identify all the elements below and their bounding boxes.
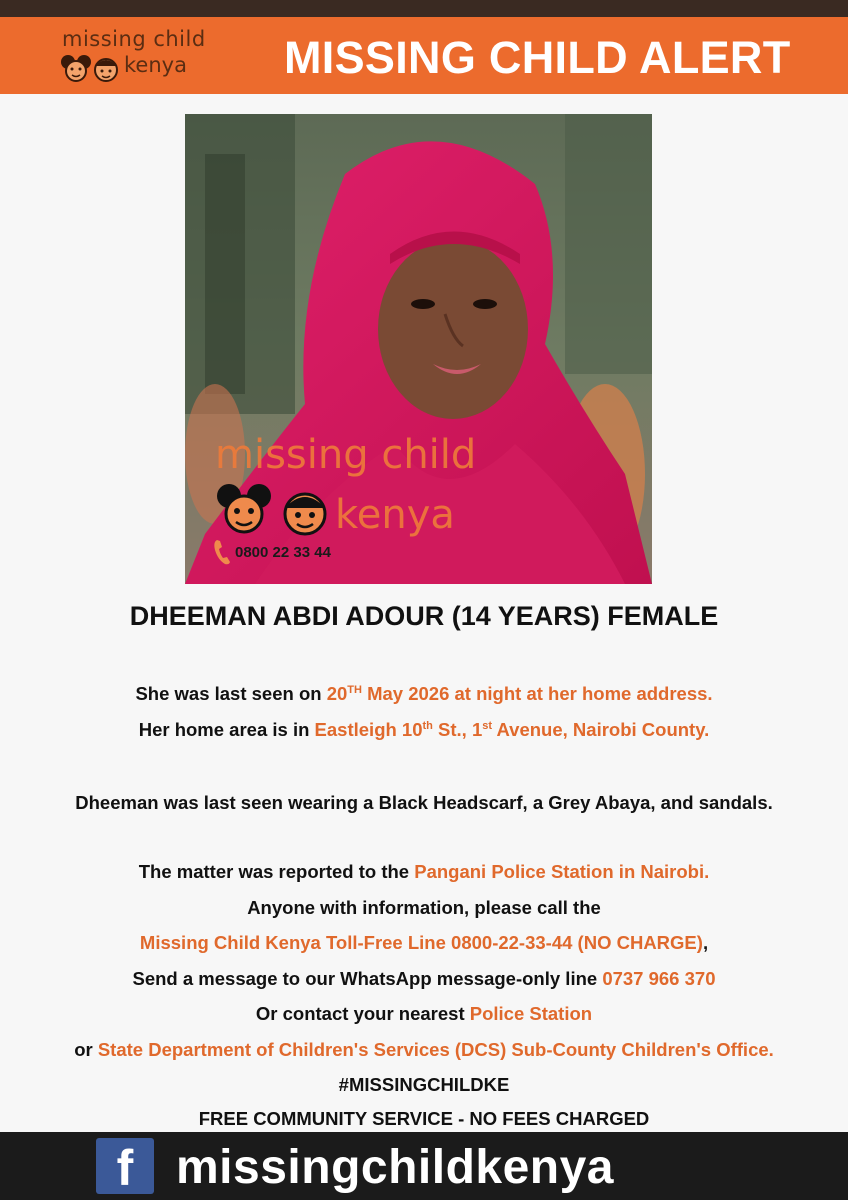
dcs-office-line: or State Department of Children's Services (DCS) Sub-County Children's Office. — [74, 1039, 774, 1060]
whatsapp-number[interactable]: 0737 966 370 — [602, 968, 716, 989]
last-seen-line: She was last seen on 20TH May 2026 at night at her home address. — [135, 683, 713, 704]
call-prompt-line: Anyone with information, please call the — [247, 897, 601, 918]
watermark-faces-icon — [215, 482, 335, 542]
footer-social-bar — [0, 1132, 848, 1200]
watermark-phone-number: 0800 22 33 44 — [235, 544, 331, 561]
watermark-text-line2: kenya — [335, 492, 455, 538]
home-area-line: Her home area is in Eastleigh 10th St., 1st Avenue, Nairobi County. — [138, 719, 710, 740]
hashtag: #MISSINGCHILDKE — [338, 1074, 510, 1095]
whatsapp-line: Send a message to our WhatsApp message-only line 0737 966 370 — [132, 968, 716, 989]
child-photo — [185, 114, 652, 584]
tollfree-line: Missing Child Kenya Toll-Free Line 0800-22-33-44 (NO CHARGE), — [139, 932, 709, 953]
header-banner — [0, 17, 848, 94]
phone-icon — [213, 538, 233, 566]
children-faces-icon — [60, 53, 124, 83]
contact-police-line: Or contact your nearest Police Station — [255, 1003, 593, 1024]
reported-line: The matter was reported to the Pangani Police Station in Nairobi. — [138, 861, 710, 882]
tollfree-number[interactable]: Missing Child Kenya Toll-Free Line 0800-22-33-44 (NO CHARGE) — [139, 932, 703, 953]
alert-title: MISSING CHILD ALERT — [284, 32, 791, 83]
free-service-notice: FREE COMMUNITY SERVICE - NO FEES CHARGED — [198, 1108, 650, 1129]
facebook-handle[interactable]: missingchildkenya — [176, 1141, 614, 1194]
watermark-text-line1: missing child — [215, 432, 477, 478]
missing-child-kenya-logo — [60, 27, 210, 87]
logo-text-line2: kenya — [124, 53, 187, 77]
facebook-icon[interactable]: f — [96, 1138, 154, 1194]
logo-text-line1: missing child — [62, 27, 206, 51]
child-name-heading: DHEEMAN ABDI ADOUR (14 YEARS) FEMALE — [129, 601, 719, 631]
top-bar — [0, 0, 848, 17]
clothing-description: Dheeman was last seen wearing a Black Headscarf, a Grey Abaya, and sandals. — [75, 792, 773, 813]
